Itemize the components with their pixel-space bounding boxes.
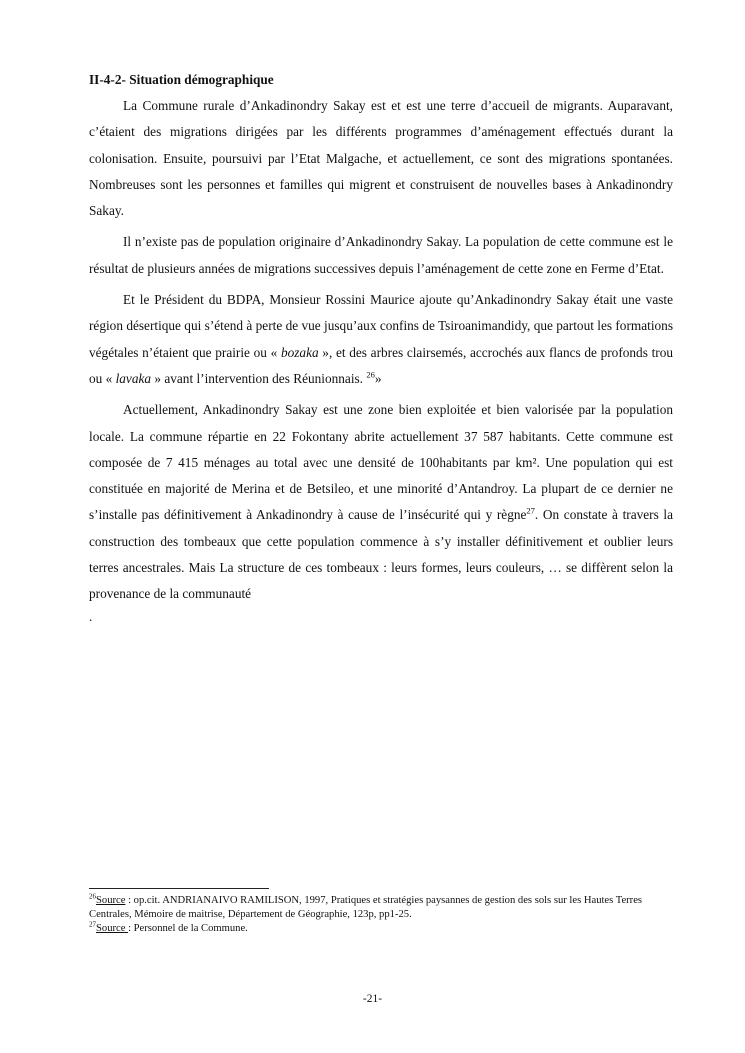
- footnote-source-label: Source: [96, 923, 129, 934]
- main-text: [89, 67, 673, 626]
- paragraph-3-text-d: »: [374, 370, 382, 386]
- term-bozaka: bozaka: [280, 344, 319, 360]
- footnotes: [89, 894, 673, 936]
- paragraph-3-text-c: » avant l’intervention des Réunionnais.: [151, 370, 367, 386]
- paragraph-1: La Commune rurale d’Ankadinondry Sakay est et est une terre d’accueil de migrants. Auparavant, c’étaient des migrations dirigées par les différents programmes d’aménagement effectués durant la colonisation. Ensuite, poursuivi par l’Etat Malgache, et actuellement, ce sont des migrations spontanées. Nombreuses sont les personnes et familles qui migrent et construisent de nouvelles bases à Ankadinondry Sakay.: [89, 98, 673, 219]
- footnote-26: [89, 894, 673, 922]
- paragraph-2: Il n’existe pas de population originaire d’Ankadinondry Sakay. La population de cette commune est le résultat de plusieurs années de migrations successives depuis l’aménagement de cette zone en Ferme d’Etat.: [89, 234, 673, 276]
- trailing-period: .: [89, 608, 93, 624]
- footnote-number: 26: [89, 892, 96, 901]
- footnote-27: [89, 922, 673, 936]
- footnote-number: 27: [89, 920, 96, 929]
- paragraph-4-text-a: Actuellement, Ankadinondry Sakay est une zone bien exploitée et bien valorisée par la population locale. La commune répartie en 22 Fokontany abrite actuellement 37 587 habitants. Cette commune est composée de 7 415 ménages au total avec une densité de 100habitants par km². Une population qui est constituée en majorité de Merina et de Betsileo, et une minorité d’Antandroy. La plupart de ce dernier ne s’installe pas définitivement à Ankadinondry à cause de l’insécurité qui y règne: [89, 402, 673, 523]
- section-heading: II-4-2- Situation démographique: [89, 72, 274, 87]
- footnote-source-label: Source: [96, 895, 126, 906]
- footnote-ref-26[interactable]: 26: [366, 369, 375, 380]
- term-lavaka: lavaka: [115, 370, 152, 386]
- paragraph-3: [89, 287, 673, 392]
- footnote-separator: [89, 888, 269, 889]
- footnote-text: : op.cit. ANDRIANAIVO RAMILISON, 1997, Pratiques et stratégies paysannes de gestion des sols sur les Hautes Terres Centrales, Mémoire de maitrise, Département de Géographie, 123p, pp1-25.: [89, 895, 643, 920]
- paragraph-3-text-a: Et le Président du BDPA, Monsieur Rossini Maurice ajoute qu’Ankadinondry Sakay était une vaste région désertique qui s’étend à perte de vue jusqu’aux confins de Tsiroanimandidy, que partout les formations végétales n’étaient que prairie ou «: [89, 292, 673, 360]
- footnote-text: : Personnel de la Commune.: [128, 923, 248, 934]
- footnote-ref-27[interactable]: 27: [526, 506, 535, 517]
- paragraph-3-text-b: », et des arbres clairsemés, accrochés aux flancs de profonds trou ou «: [89, 344, 673, 386]
- paragraph-4-text-b: . On constate à travers la construction des tombeaux que cette population commence à s’y installer définitivement et oublier leurs terres ancestrales. Mais La structure de ces tombeaux : leurs formes, leurs couleurs, … se diffèrent selon la provenance de la communauté: [89, 507, 674, 602]
- page-number: -21-: [362, 993, 383, 1005]
- paragraph-4: [89, 397, 673, 607]
